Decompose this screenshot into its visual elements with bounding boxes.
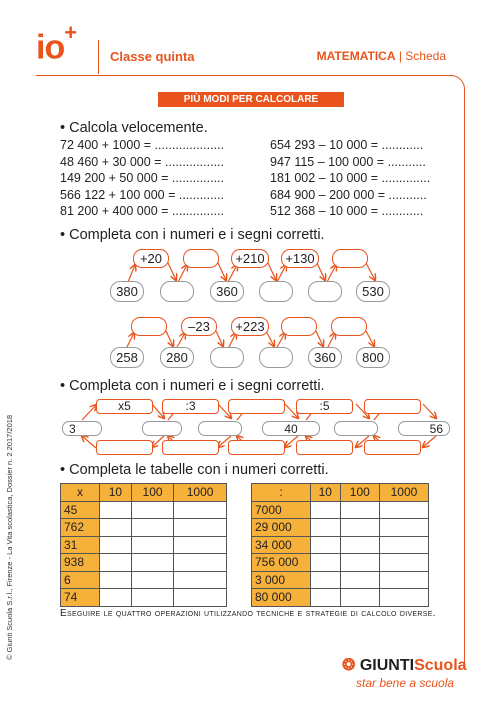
answer-cell[interactable] (311, 554, 341, 572)
ex1-item: 947 115 – 100 000 = ........... (270, 154, 426, 169)
table-row (252, 519, 429, 537)
answer-cell[interactable] (131, 571, 173, 589)
answer-cell[interactable] (340, 554, 379, 572)
table-row (252, 536, 429, 554)
ex2-op-box[interactable] (332, 249, 368, 268)
table-header-cell: 1000 (379, 484, 428, 502)
giunti-scuola-logo: ❂ GIUNTIScuola (342, 657, 467, 674)
class-label: Classe quinta (110, 49, 195, 64)
ex2-num-box[interactable]: 530 (356, 281, 390, 302)
footer-instruction: Eseguire le quattro operazioni utilizzando tecniche e strategie di calcolo diverse. (60, 608, 436, 619)
table-header-cell: 100 (131, 484, 173, 502)
ex2-num-box[interactable]: 280 (160, 347, 194, 368)
row-label: 938 (61, 554, 100, 572)
table-header-cell: 1000 (174, 484, 227, 502)
answer-cell[interactable] (340, 519, 379, 537)
ex1-item: 512 368 – 10 000 = ............ (270, 204, 424, 219)
answer-cell[interactable] (379, 554, 428, 572)
ex1-item: 181 002 – 10 000 = .............. (270, 171, 431, 186)
ex3-inverse-box[interactable] (228, 440, 285, 455)
ex3-op-box[interactable] (364, 399, 421, 414)
answer-cell[interactable] (311, 536, 341, 554)
answer-cell[interactable] (379, 519, 428, 537)
row-label: 29 000 (252, 519, 311, 537)
row-label: 3 000 (252, 571, 311, 589)
table-row (61, 589, 227, 607)
ex2-op-box[interactable]: +210 (231, 249, 269, 268)
divide-table (251, 483, 429, 607)
row-label: 762 (61, 519, 100, 537)
answer-cell[interactable] (340, 589, 379, 607)
ex3-op-box[interactable]: x5 (96, 399, 153, 414)
ex2-num-box[interactable]: 800 (356, 347, 390, 368)
answer-cell[interactable] (100, 519, 132, 537)
answer-cell[interactable] (131, 536, 173, 554)
row-label: 31 (61, 536, 100, 554)
answer-cell[interactable] (174, 501, 227, 519)
ex1-title: • Calcola velocemente. (60, 120, 208, 136)
table-header-cell: 10 (311, 484, 341, 502)
ex2-num-box[interactable] (308, 281, 342, 302)
answer-cell[interactable] (379, 536, 428, 554)
ex2-op-box[interactable]: –23 (181, 317, 217, 336)
ex2-op-box[interactable] (331, 317, 367, 336)
answer-cell[interactable] (311, 501, 341, 519)
subject-label: MATEMATICA | Scheda (316, 49, 446, 63)
ex1-item: 566 122 + 100 000 = ............. (60, 187, 225, 202)
ex2-op-box[interactable] (131, 317, 167, 336)
row-label: 74 (61, 589, 100, 607)
ex2-num-box[interactable] (259, 347, 293, 368)
answer-cell[interactable] (100, 501, 132, 519)
table-row (252, 589, 429, 607)
table-row (61, 554, 227, 572)
multiply-table (60, 483, 227, 607)
answer-cell[interactable] (174, 589, 227, 607)
answer-cell[interactable] (174, 554, 227, 572)
ex2-num-box[interactable]: 380 (110, 281, 144, 302)
answer-cell[interactable] (131, 554, 173, 572)
row-label: 756 000 (252, 554, 311, 572)
ex3-inverse-box[interactable] (364, 440, 421, 455)
ex3-op-box[interactable]: :3 (162, 399, 219, 414)
table-row (61, 536, 227, 554)
table-header-cell: 100 (340, 484, 379, 502)
answer-cell[interactable] (340, 536, 379, 554)
answer-cell[interactable] (340, 501, 379, 519)
table-header-cell: x (61, 484, 100, 502)
answer-cell[interactable] (311, 571, 341, 589)
io-plus-logo: io+ (36, 20, 77, 67)
answer-cell[interactable] (174, 571, 227, 589)
ex3-inverse-box[interactable] (162, 440, 219, 455)
ex2-op-box[interactable] (183, 249, 219, 268)
row-label: 80 000 (252, 589, 311, 607)
ex1-item: 48 460 + 30 000 = ................. (60, 154, 224, 169)
answer-cell[interactable] (131, 519, 173, 537)
ex3-num-box[interactable]: 40 (262, 421, 320, 436)
ex2-op-box[interactable] (281, 317, 317, 336)
answer-cell[interactable] (100, 571, 132, 589)
answer-cell[interactable] (174, 519, 227, 537)
section-banner: PIÙ MODI PER CALCOLARE (158, 92, 344, 107)
table-row (61, 501, 227, 519)
ex1-item: 654 293 – 10 000 = ............ (270, 138, 424, 152)
table-header-cell: 10 (100, 484, 132, 502)
answer-cell[interactable] (379, 571, 428, 589)
table-row (252, 571, 429, 589)
table-row (252, 501, 429, 519)
answer-cell[interactable] (379, 589, 428, 607)
row-label: 6 (61, 571, 100, 589)
answer-cell[interactable] (100, 536, 132, 554)
ex1-item: 684 900 – 200 000 = ........... (270, 187, 427, 202)
answer-cell[interactable] (311, 519, 341, 537)
table-header-cell: : (252, 484, 311, 502)
ex3-title: • Completa con i numeri e i segni corretti. (60, 378, 325, 394)
ex3-op-box[interactable] (228, 399, 285, 414)
ex1-item: 149 200 + 50 000 = ............... (60, 171, 225, 186)
ex4-title: • Completa le tabelle con i numeri corretti. (60, 462, 329, 478)
ex3-num-box[interactable]: 56 (398, 421, 450, 436)
ex2-num-box[interactable]: 258 (110, 347, 144, 368)
row-label: 7000 (252, 501, 311, 519)
table-row (61, 519, 227, 537)
ex2-title: • Completa con i numeri e i segni corretti. (60, 227, 325, 243)
ex2-op-box[interactable]: +20 (133, 249, 169, 268)
ex1-item: 72 400 + 1000 = .................... (60, 138, 224, 152)
ex2-num-box[interactable] (160, 281, 194, 302)
answer-cell[interactable] (131, 501, 173, 519)
answer-cell[interactable] (100, 554, 132, 572)
side-credit: © Giunti Scuola S.r.l., Firenze - La Vita scolastica, Dossier n. 2 2017/2018 (5, 414, 14, 660)
ex2-op-box[interactable]: +130 (281, 249, 319, 268)
ex2-num-box[interactable] (259, 281, 293, 302)
ex2-num-box[interactable] (210, 347, 244, 368)
ex2-num-box[interactable]: 360 (308, 347, 342, 368)
table-row (61, 571, 227, 589)
answer-cell[interactable] (174, 536, 227, 554)
row-label: 45 (61, 501, 100, 519)
row-label: 34 000 (252, 536, 311, 554)
ex3-num-box[interactable]: 3 (62, 421, 102, 436)
answer-cell[interactable] (340, 571, 379, 589)
answer-cell[interactable] (131, 589, 173, 607)
brand-slogan: star bene a scuola (356, 676, 455, 690)
ex1-item: 81 200 + 400 000 = ............... (60, 204, 225, 219)
answer-cell[interactable] (100, 589, 132, 607)
ex3-num-box[interactable] (198, 421, 242, 436)
ex2-num-box[interactable]: 360 (210, 281, 244, 302)
ex3-op-box[interactable]: :5 (296, 399, 353, 414)
ex3-inverse-box[interactable] (96, 440, 153, 455)
table-row (252, 554, 429, 572)
brand-g-icon: ❂ (342, 657, 356, 674)
ex2-op-box[interactable]: +223 (231, 317, 269, 336)
ex3-inverse-box[interactable] (296, 440, 353, 455)
answer-cell[interactable] (311, 589, 341, 607)
answer-cell[interactable] (379, 501, 428, 519)
ex3-num-box[interactable] (334, 421, 378, 436)
ex3-num-box[interactable] (142, 421, 182, 436)
